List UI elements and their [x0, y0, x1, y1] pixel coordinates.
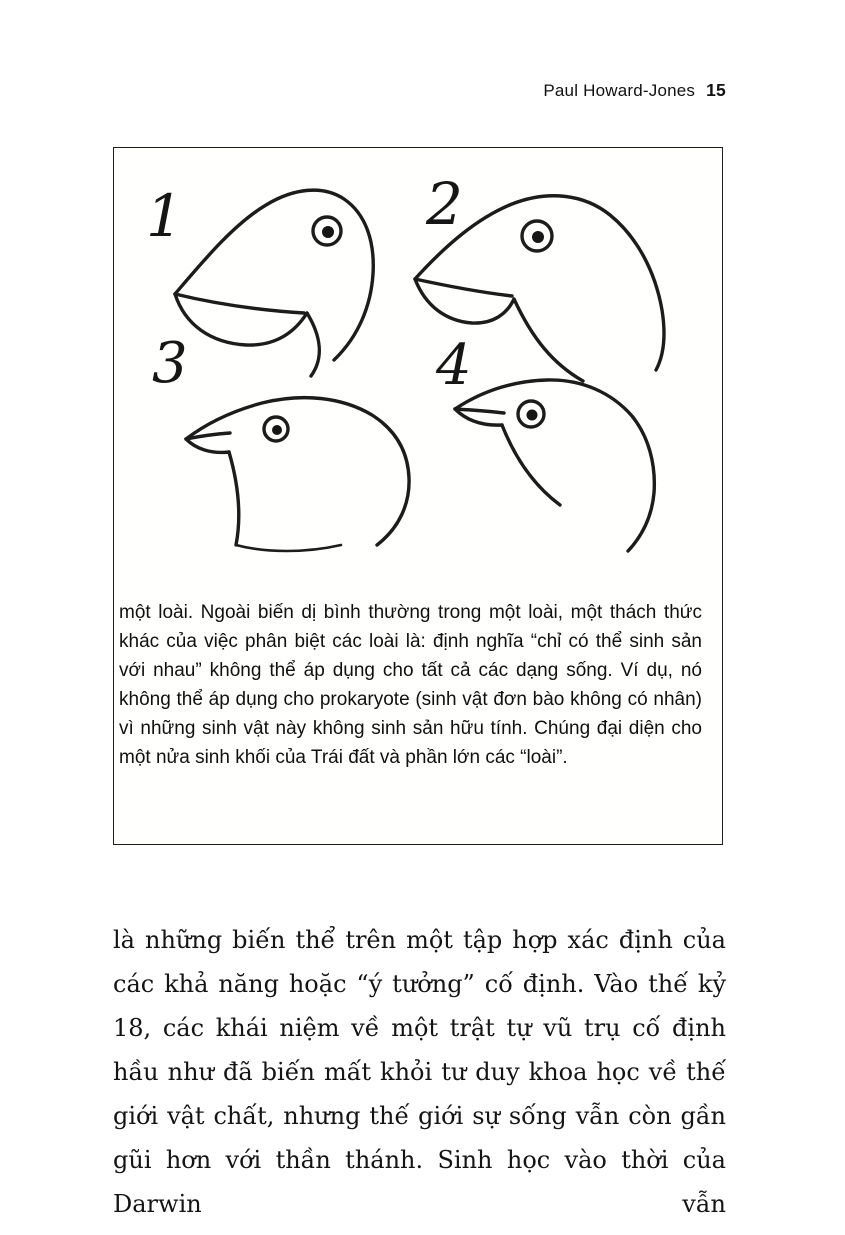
- finch-sketch-1: [175, 190, 373, 376]
- figure-caption: một loài. Ngoài biến dị bình thường trong một loài, một thách thức khác của việc phân biệt các loài là: định nghĩa “chỉ có thể sinh sản với nhau” không thể áp dụng cho tất cả các dạng sống. Ví dụ, nó không thể áp dụng cho prokaryote (sinh vật đơn bào không có nhân) vì những sinh vật này không sinh sản hữu tính. Chúng đại diện cho một nửa sinh khối của Trái đất và phần lớn các “loài”.: [119, 602, 702, 768]
- finch-pupil-1: [322, 226, 334, 238]
- finch-sketch-3: [186, 398, 409, 551]
- finch-label-1: 1: [145, 182, 183, 250]
- finch-sketch-4: [455, 380, 654, 551]
- finch-label-2: 2: [425, 170, 463, 238]
- finch-label-4: 4: [435, 333, 472, 398]
- finch-label-3: 3: [151, 331, 188, 396]
- body-paragraph: là những biến thể trên một tập hợp xác định của các khả năng hoặc “ý tưởng” cố định. Vào thế kỷ 18, các khái niệm về một trật tự vũ trụ cố định hầu như đã biến mất khỏi tư duy khoa học về thế giới vật chất, nhưng thế giới sự sống vẫn còn gần gũi hơn với thần thánh. Sinh học vào thời của Darwin vẫn: [113, 926, 726, 1218]
- header-author: Paul Howard-Jones: [543, 81, 696, 100]
- running-header: [543, 80, 726, 101]
- finch-pupil-3: [272, 425, 282, 435]
- finch-pupil-4: [526, 410, 537, 421]
- page-number: 15: [706, 80, 726, 100]
- finch-pupil-2: [532, 231, 544, 243]
- finch-heads-drawing: [116, 152, 721, 592]
- figure-box: [113, 147, 723, 845]
